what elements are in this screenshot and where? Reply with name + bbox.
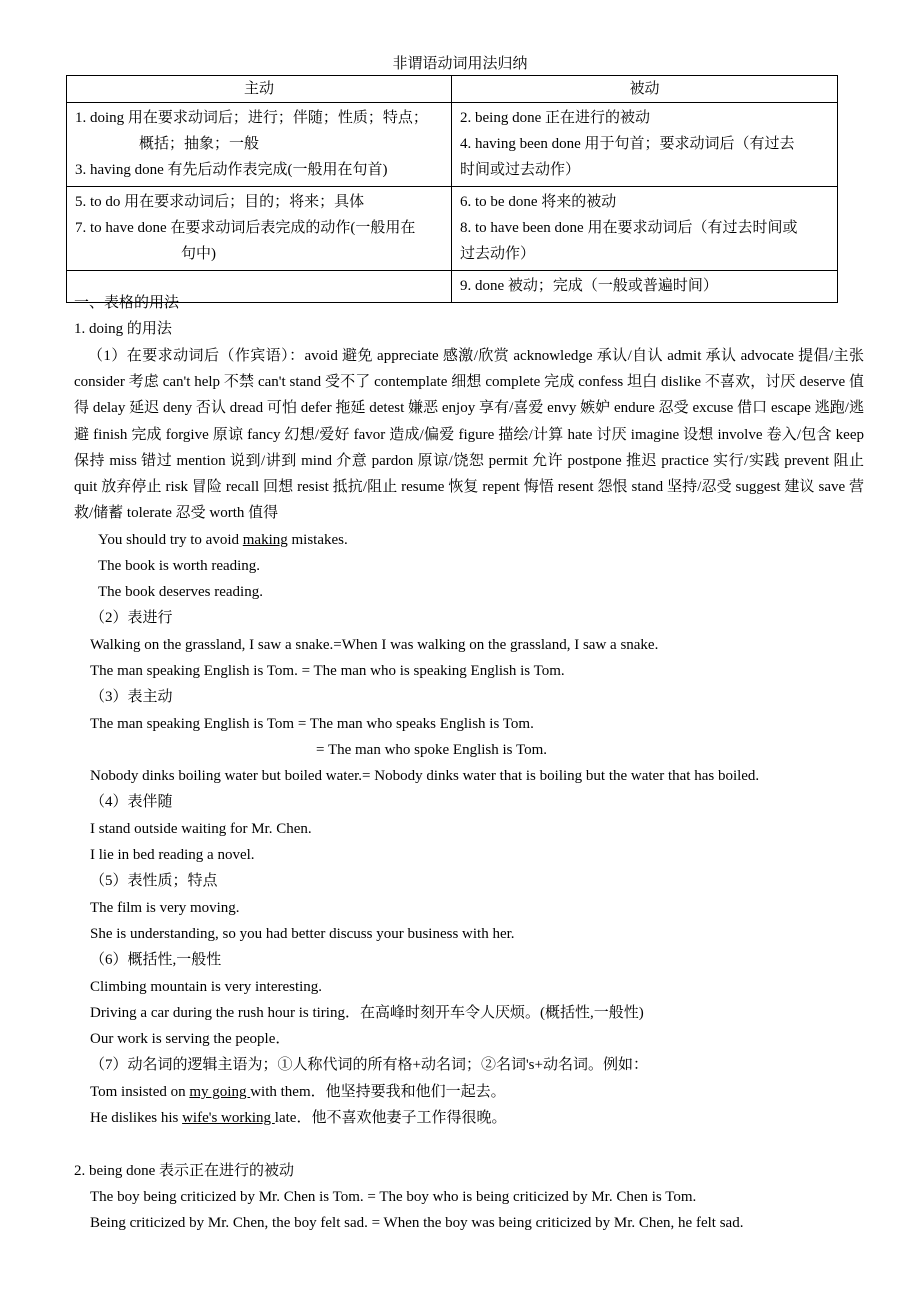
example-sentence: You should try to avoid making mistakes.: [98, 532, 348, 548]
cell-line: 4. having been done 用于句首；要求动词后（有过去: [460, 136, 795, 152]
passive-cell: [452, 271, 838, 303]
example-sentence: = The man who spoke English is Tom.: [316, 742, 548, 758]
example-sentence: Being criticized by Mr. Chen, the boy felt sad. = When the boy was being criticized by Mr. Chen, he felt sad.: [90, 1215, 744, 1231]
example-sentence: The boy being criticized by Mr. Chen is Tom. = The boy who is being criticized by Mr. Chen is Tom.: [90, 1189, 697, 1205]
header-active: 主动: [67, 76, 452, 103]
example-sentence: Tom insisted on my going with them．他坚持要我和他们一起去。: [90, 1084, 506, 1100]
underlined-word: wife's working: [182, 1110, 275, 1126]
example-sentence: He dislikes his wife's working late．他不喜欢他妻子工作得很晚。: [90, 1110, 507, 1126]
cell-line: 3. having done 有先后动作表完成(一般用在句首): [75, 162, 388, 178]
table-header-row: [67, 76, 838, 103]
example-sentence: The film is very moving.: [90, 900, 240, 916]
item-heading: （5）表性质；特点: [90, 873, 218, 889]
item-heading: （4）表伴随: [90, 794, 173, 810]
cell-line: 1. doing 用在要求动词后；进行；伴随；性质；特点；: [75, 110, 428, 126]
underlined-word: my going: [189, 1084, 251, 1100]
example-sentence: I lie in bed reading a novel.: [90, 847, 255, 863]
table-row: [67, 187, 838, 271]
example-sentence: Walking on the grassland, I saw a snake.=When I was walking on the grassland, I saw a snake.: [90, 637, 659, 653]
example-sentence: Nobody dinks boiling water but boiled water.= Nobody dinks water that is boiling but the water that has boiled.: [90, 768, 760, 784]
example-sentence: The man speaking English is Tom = The man who speaks English is Tom.: [90, 716, 534, 732]
cell-line: 时间或过去动作）: [460, 162, 581, 178]
sub-heading-being-done: 2. being done 表示正在进行的被动: [74, 1163, 294, 1179]
cell-line: 过去动作）: [460, 246, 536, 262]
cell-line: 句中): [181, 246, 216, 262]
cell-line: 9. done 被动；完成（一般或普遍时间）: [460, 278, 718, 294]
table-row: [67, 103, 838, 187]
example-sentence: The book is worth reading.: [98, 558, 261, 574]
example-sentence: The book deserves reading.: [98, 584, 263, 600]
sub-heading-doing: 1. doing 的用法: [74, 321, 172, 337]
table-row: [67, 271, 838, 303]
active-cell: [67, 187, 452, 271]
cell-line: 概括；抽象；一般: [139, 136, 260, 152]
verb-list-paragraph: （1）在要求动词后（作宾语）：avoid 避免 appreciate 感激/欣赏 acknowledge 承认/自认 admit 承认 advocate 提倡/主张 consider 考虑 can't help 不禁 can't stand 受不了 contemplate 细想 complete 完成 confess 坦白 dislike 不喜欢，讨厌 deserve 值得 delay 延迟 deny 否认 dread 可怕 defer 拖延 detest 嫌恶 enjoy 享有/喜爱 envy 嫉妒 endure 忍受 excuse 借口 escape 逃跑/逃避 finish 完成 forgive 原谅 fancy 幻想/爱好 favor 造成/偏爱 figure 描绘/计算 hate 讨厌 imagine 设想 involve 卷入/包含 keep 保持 miss 错过 mention 说到/讲到 mind 介意 pardon 原谅/饶恕 permit 允许 postpone 推迟 practice 实行/实践 prevent 阻止 quit 放弃停止 risk 冒险 recall 回想 resist 抵抗/阻止 resume 恢复 repent 悔悟 resent 怨恨 stand 坚持/忍受 suggest 建议 save 营救/储蓄 tolerate 忍受 worth 值得: [74, 348, 864, 522]
header-passive: 被动: [452, 76, 838, 103]
cell-line: 8. to have been done 用在要求动词后（有过去时间或: [460, 220, 798, 236]
passive-cell: [452, 103, 838, 187]
example-sentence: Driving a car during the rush hour is tiring．在高峰时刻开车令人厌烦。(概括性,一般性): [90, 1005, 644, 1021]
cell-line: 5. to do 用在要求动词后；目的；将来；具体: [75, 194, 365, 210]
active-cell: [67, 103, 452, 187]
item-heading: （2）表进行: [90, 610, 173, 626]
section-heading: 一、表格的用法: [74, 295, 180, 311]
cell-line: 6. to be done 将来的被动: [460, 194, 617, 210]
summary-table: [66, 75, 838, 303]
item-heading: （3）表主动: [90, 689, 173, 705]
item-heading: （6）概括性,一般性: [90, 952, 222, 968]
passive-cell: [452, 187, 838, 271]
item-heading: （7）动名词的逻辑主语为；①人称代词的所有格+动名词；②名词's+动名词。例如：: [90, 1057, 648, 1073]
example-sentence: Our work is serving the people．: [90, 1031, 291, 1047]
cell-line: 7. to have done 在要求动词后表完成的动作(一般用在: [75, 220, 416, 236]
underlined-word: making: [242, 532, 288, 548]
example-sentence: The man speaking English is Tom. = The man who is speaking English is Tom.: [90, 663, 565, 679]
example-sentence: She is understanding, so you had better discuss your business with her.: [90, 926, 515, 942]
cell-line: 2. being done 正在进行的被动: [460, 110, 650, 126]
example-sentence: I stand outside waiting for Mr. Chen.: [90, 821, 312, 837]
page-title: 非谓语动词用法归纳: [392, 56, 528, 72]
example-sentence: Climbing mountain is very interesting.: [90, 979, 323, 995]
